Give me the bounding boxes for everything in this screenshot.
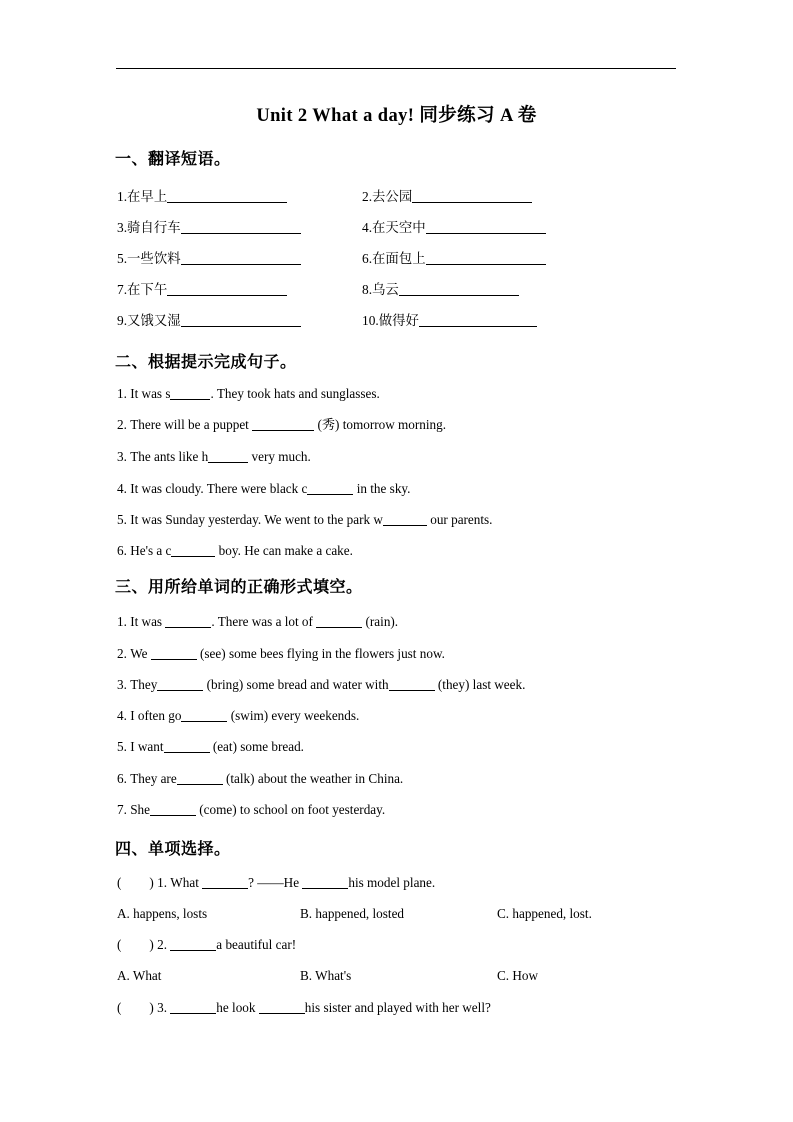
section-heading-2: 二、根据提示完成句子。 — [115, 352, 297, 371]
answer-blank[interactable] — [170, 1002, 216, 1014]
answer-blank[interactable] — [181, 253, 301, 265]
section-heading-3: 三、用所给单词的正确形式填空。 — [115, 577, 363, 596]
item-text-mid: ? ——He — [248, 875, 303, 890]
translation-item-7 — [117, 282, 287, 297]
item-text-after: his sister and played with her well? — [304, 1000, 491, 1015]
translation-item-5 — [117, 251, 301, 266]
choice-paren-close: ) — [149, 937, 154, 952]
answer-blank[interactable] — [165, 616, 211, 628]
item-text-mid: (bring) some bread and water with — [203, 677, 389, 692]
item-prompt: 在天空中 — [372, 220, 426, 235]
item-text-after: (swim) every weekends. — [227, 708, 360, 723]
item-text-after: (rain). — [362, 614, 399, 629]
item-text-before: What — [170, 875, 203, 890]
wordform-item-2 — [117, 646, 445, 661]
sentence-item-2 — [117, 417, 446, 432]
item-text-before: It was Sunday yesterday. We went to the park w — [130, 512, 383, 527]
item-text-after: (see) some bees flying in the flowers just now. — [196, 646, 445, 661]
item-number: 8. — [362, 282, 373, 297]
item-number: 6. — [117, 543, 127, 558]
wordform-item-3 — [117, 677, 525, 692]
item-text-after: our parents. — [426, 512, 493, 527]
answer-blank[interactable] — [383, 514, 427, 526]
item-number: 7. — [117, 802, 127, 817]
item-text-before: He's a c — [130, 543, 172, 558]
wordform-item-4 — [117, 708, 359, 723]
item-text-mid: he look — [216, 1000, 259, 1015]
item-prompt: 乌云 — [372, 282, 399, 297]
answer-blank[interactable] — [259, 1002, 305, 1014]
option-c[interactable]: C. How — [497, 968, 539, 983]
item-prompt: 做得好 — [378, 313, 419, 328]
sentence-item-5 — [117, 512, 492, 527]
item-text-before: It was — [130, 614, 166, 629]
item-number: 3. — [117, 677, 127, 692]
item-prompt: 在下午 — [127, 282, 168, 297]
translation-item-3 — [117, 220, 301, 235]
item-text-mid: . There was a lot of — [211, 614, 317, 629]
option-c[interactable]: C. happened, lost. — [497, 906, 592, 921]
sentence-item-1 — [117, 386, 380, 401]
item-prompt: 一些饮料 — [127, 251, 181, 266]
wordform-item-1 — [117, 614, 398, 629]
item-text-before: It was cloudy. There were black c — [130, 481, 308, 496]
item-number: 10. — [362, 313, 379, 328]
answer-blank[interactable] — [157, 679, 203, 691]
item-text-after: (they) last week. — [434, 677, 526, 692]
answer-blank[interactable] — [202, 877, 248, 889]
sentence-item-3 — [117, 449, 311, 464]
answer-blank[interactable] — [252, 419, 314, 431]
item-text-before: It was s — [130, 386, 171, 401]
section-heading-4: 四、单项选择。 — [115, 839, 231, 858]
item-number: 3. — [117, 220, 128, 235]
item-text-after: (come) to school on foot yesterday. — [195, 802, 386, 817]
item-text-before: They are — [130, 771, 177, 786]
answer-blank[interactable] — [167, 191, 287, 203]
option-a[interactable]: A. happens, losts — [117, 906, 208, 921]
answer-blank[interactable] — [181, 710, 227, 722]
answer-blank[interactable] — [412, 191, 532, 203]
choice-paren-open: ( — [117, 937, 122, 952]
answer-blank[interactable] — [419, 315, 537, 327]
answer-blank[interactable] — [170, 939, 216, 951]
item-number: 1. — [117, 386, 127, 401]
item-number: 5. — [117, 251, 128, 266]
translation-item-1 — [117, 189, 287, 204]
item-prompt: 骑自行车 — [127, 220, 181, 235]
option-b[interactable]: B. happened, losted — [300, 906, 405, 921]
header-divider — [116, 68, 676, 69]
sentence-item-6 — [117, 543, 353, 558]
item-text-after: boy. He can make a cake. — [215, 543, 353, 558]
item-number: 6. — [362, 251, 373, 266]
option-b[interactable]: B. What's — [300, 968, 352, 983]
item-number: 7. — [117, 282, 128, 297]
item-text-after: in the sky. — [353, 481, 411, 496]
item-text-before: I often go — [130, 708, 182, 723]
item-number: 3. — [157, 1000, 167, 1015]
answer-blank[interactable] — [316, 616, 362, 628]
item-prompt: 去公园 — [372, 189, 413, 204]
answer-blank[interactable] — [208, 451, 248, 463]
item-text-after: (talk) about the weather in China. — [222, 771, 404, 786]
answer-blank[interactable] — [426, 222, 546, 234]
choice-paren-close: ) — [149, 1000, 154, 1015]
item-text-after: his model plane. — [348, 875, 436, 890]
answer-blank[interactable] — [307, 483, 353, 495]
translation-item-4 — [362, 220, 546, 235]
answer-blank[interactable] — [171, 545, 215, 557]
item-prompt: 在早上 — [127, 189, 168, 204]
choice-paren-close: ) — [149, 875, 154, 890]
item-number: 2. — [117, 417, 127, 432]
item-number: 4. — [117, 481, 127, 496]
item-number: 4. — [362, 220, 373, 235]
answer-blank[interactable] — [181, 222, 301, 234]
answer-blank[interactable] — [170, 388, 210, 400]
item-number: 2. — [117, 646, 127, 661]
item-number: 4. — [117, 708, 127, 723]
item-text-after: (eat) some bread. — [209, 739, 304, 754]
item-number: 6. — [117, 771, 127, 786]
item-number: 3. — [117, 449, 127, 464]
wordform-item-7 — [117, 802, 385, 817]
item-text-after: (秀) tomorrow morning. — [314, 417, 446, 432]
choice-item-2 — [117, 937, 296, 952]
item-prompt: 又饿又湿 — [127, 313, 181, 328]
answer-blank[interactable] — [164, 741, 210, 753]
sentence-item-4 — [117, 481, 410, 496]
item-text-before: The ants like h — [130, 449, 209, 464]
item-text-after: a beautiful car! — [216, 937, 297, 952]
answer-blank[interactable] — [426, 253, 546, 265]
translation-item-6 — [362, 251, 546, 266]
answer-blank[interactable] — [389, 679, 435, 691]
answer-blank[interactable] — [151, 648, 197, 660]
choice-item-1 — [117, 875, 435, 890]
answer-blank[interactable] — [302, 877, 348, 889]
item-number: 9. — [117, 313, 128, 328]
wordform-item-5 — [117, 739, 304, 754]
answer-blank[interactable] — [167, 284, 287, 296]
item-number: 2. — [157, 937, 167, 952]
item-text-before: There will be a puppet — [130, 417, 253, 432]
section-heading-1: 一、翻译短语。 — [115, 149, 231, 168]
page-title: Unit 2 What a day! 同步练习 A 卷 — [256, 106, 537, 126]
item-text-before: We — [130, 646, 151, 661]
item-text-before: She — [130, 802, 150, 817]
answer-blank[interactable] — [181, 315, 301, 327]
answer-blank[interactable] — [399, 284, 519, 296]
item-text-after: . They took hats and sunglasses. — [210, 386, 380, 401]
answer-blank[interactable] — [150, 804, 196, 816]
answer-blank[interactable] — [177, 773, 223, 785]
item-number: 1. — [157, 875, 167, 890]
option-a[interactable]: A. What — [117, 968, 162, 983]
choice-paren-open: ( — [117, 1000, 122, 1015]
translation-item-8 — [362, 282, 519, 297]
item-text-after: very much. — [248, 449, 311, 464]
translation-item-2 — [362, 189, 532, 204]
choice-paren-open: ( — [117, 875, 122, 890]
item-number: 5. — [117, 512, 127, 527]
translation-item-10 — [362, 313, 537, 328]
item-text-before: I want — [130, 739, 164, 754]
choice-item-3 — [117, 1000, 491, 1015]
item-number: 2. — [362, 189, 373, 204]
item-text-before: They — [130, 677, 158, 692]
wordform-item-6 — [117, 771, 403, 786]
item-number: 1. — [117, 614, 127, 629]
item-number: 5. — [117, 739, 127, 754]
item-number: 1. — [117, 189, 128, 204]
translation-item-9 — [117, 313, 301, 328]
item-prompt: 在面包上 — [372, 251, 426, 266]
